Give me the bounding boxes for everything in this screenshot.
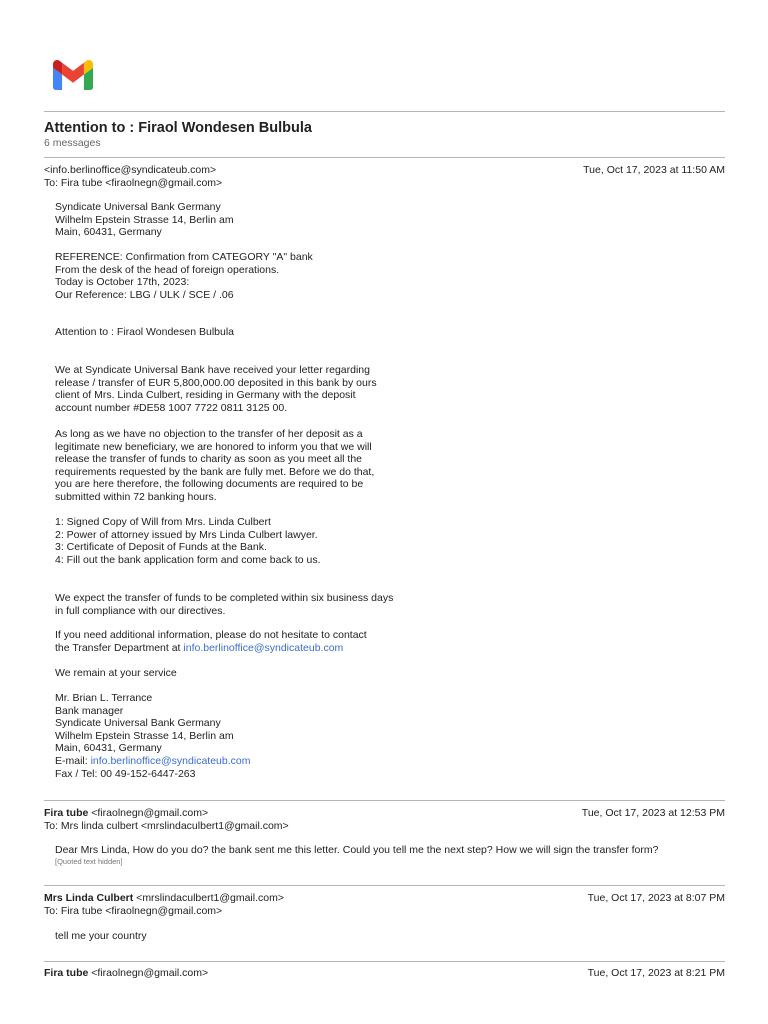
subject-divider bbox=[44, 157, 725, 158]
message-count: 6 messages bbox=[44, 137, 101, 149]
message-3-to: To: Fira tube <firaolnegn@gmail.com> bbox=[44, 905, 223, 917]
sender-name: Fira tube bbox=[44, 967, 89, 979]
message-divider-3 bbox=[44, 961, 725, 962]
message-1-to: To: Fira tube <firaolnegn@gmail.com> bbox=[44, 177, 223, 189]
paragraph-4 bbox=[55, 629, 715, 654]
paragraph-3: We expect the transfer of funds to be completed within six business days in full compliance with our directives. bbox=[55, 592, 394, 617]
thread-subject: Attention to : Firaol Wondesen Bulbula bbox=[44, 120, 312, 136]
message-3-date: Tue, Oct 17, 2023 at 8:07 PM bbox=[587, 892, 725, 904]
reference-block: REFERENCE: Confirmation from CATEGORY "A" bank From the desk of the head of foreign operations. Today is October 17th, 2023: Our Reference: LBG / ULK / SCE / .06 bbox=[55, 251, 313, 301]
message-2-date: Tue, Oct 17, 2023 at 12:53 PM bbox=[581, 807, 725, 819]
message-2-header bbox=[44, 807, 725, 833]
attention-line: Attention to : Firaol Wondesen Bulbula bbox=[55, 326, 234, 338]
message-1-date: Tue, Oct 17, 2023 at 11:50 AM bbox=[583, 164, 725, 176]
paragraph-4-text: If you need additional information, please do not hesitate to contact the Transfer Department at bbox=[55, 629, 367, 654]
signature-fax: Fax / Tel: 00 49-152-6447-263 bbox=[55, 768, 196, 780]
message-4-date: Tue, Oct 17, 2023 at 8:21 PM bbox=[587, 967, 725, 979]
email-label: E-mail: bbox=[55, 755, 91, 767]
sender-email: <mrslindaculbert1@gmail.com> bbox=[133, 892, 284, 904]
message-1-header bbox=[44, 164, 725, 190]
sender-email: <info.berlinoffice@syndicateub.com> bbox=[44, 164, 217, 176]
transfer-email-link[interactable]: info.berlinoffice@syndicateub.com bbox=[183, 641, 344, 654]
message-3-header bbox=[44, 892, 725, 918]
gmail-logo bbox=[53, 58, 93, 90]
bank-address: Syndicate Universal Bank Germany Wilhelm Epstein Strasse 14, Berlin am Main, 60431, Germany bbox=[55, 201, 234, 239]
header-divider bbox=[44, 111, 725, 112]
paragraph-2: As long as we have no objection to the transfer of her deposit as a legitimate new beneficiary, we are honored to inform you that we will release the transfer of funds to charity as soon as you meet all the requirements requested by the bank are fully met. Before we do that, you are here therefore, the following documents are required to be submitted within 72 banking hours. bbox=[55, 428, 375, 503]
paragraph-1: We at Syndicate Universal Bank have received your letter regarding release / transfer of EUR 5,800,000.00 deposited in this bank by ours client of Mrs. Linda Culbert, residing in Germany with the deposit account number #DE58 1007 7722 0811 3125 00. bbox=[55, 364, 377, 414]
quoted-text-hidden[interactable]: [Quoted text hidden] bbox=[55, 857, 123, 866]
message-4-header bbox=[44, 967, 725, 980]
sender-name: Mrs Linda Culbert bbox=[44, 892, 134, 904]
message-2-to: To: Mrs linda culbert <mrslindaculbert1@gmail.com> bbox=[44, 820, 289, 832]
sender-email: <firaolnegn@gmail.com> bbox=[88, 807, 209, 819]
message-divider-2 bbox=[44, 885, 725, 886]
remain-line: We remain at your service bbox=[55, 667, 177, 679]
signature-block: Mr. Brian L. Terrance Bank manager Syndicate Universal Bank Germany Wilhelm Epstein Strasse 14, Berlin am Main, 60431, Germany bbox=[55, 692, 234, 755]
message-2-body: Dear Mrs Linda, How do you do? the bank sent me this letter. Could you tell me the next step? How we will sign the transfer form? bbox=[55, 844, 659, 856]
sender-email: <firaolnegn@gmail.com> bbox=[88, 967, 209, 979]
signature-email bbox=[55, 755, 715, 768]
message-divider-1 bbox=[44, 800, 725, 801]
sender-name: Fira tube bbox=[44, 807, 89, 819]
signature-email-link[interactable]: info.berlinoffice@syndicateub.com bbox=[90, 755, 251, 767]
document-list: 1: Signed Copy of Will from Mrs. Linda Culbert 2: Power of attorney issued by Mrs Linda Culbert lawyer. 3: Certificate of Deposit of Funds at the Bank. 4: Fill out the bank application form and come back to us. bbox=[55, 516, 321, 566]
message-3-body: tell me your country bbox=[55, 930, 147, 942]
